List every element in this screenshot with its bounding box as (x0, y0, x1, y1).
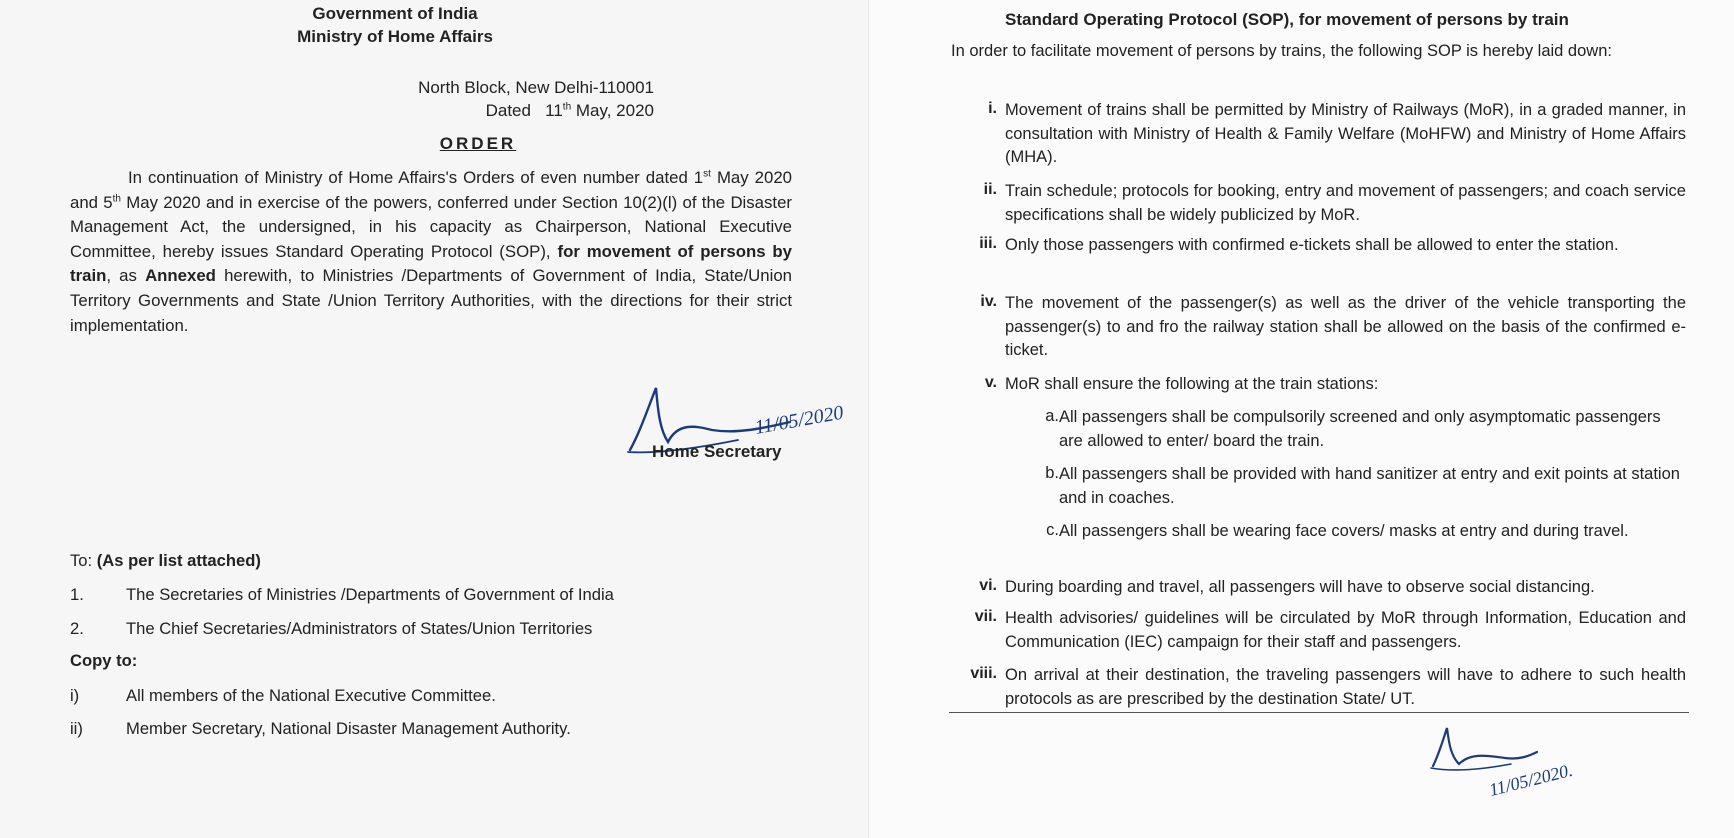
signature-date-2: 11/05/2020. (1487, 759, 1575, 800)
sop-item-number: i. (988, 100, 997, 117)
sop-item-number: vi. (979, 577, 997, 594)
sop-item-number: v. (984, 374, 997, 391)
sop-item-number: iv. (980, 293, 997, 310)
para-part-2: May 2020 and 5 (70, 168, 792, 212)
sop-item-text: The movement of the passenger(s) as well as the driver of the vehicle transporting the passenger(s) to and fro the railway station shall be allowed on the basis of the confirmed e-ticket. (1005, 294, 1686, 359)
sop-item-text: During boarding and travel, all passengers will have to observe social distancing. (1005, 578, 1595, 596)
order-paragraph (70, 166, 792, 338)
dated-day: 11 (545, 101, 563, 120)
sop-item-text: Only those passengers with confirmed e-tickets shall be allowed to enter the station. (1005, 236, 1619, 254)
sop-subitem-letter: c. (1046, 521, 1059, 539)
sop-item-text: MoR shall ensure the following at the train stations: (1005, 375, 1379, 393)
sop-item-text: Health advisories/ guidelines will be circulated by MoR through Information, Education and Communication (IEC) campaign for their staff and passengers. (1005, 609, 1686, 651)
sop-item-number: iii. (979, 235, 997, 252)
para-bold-train: for movement of persons by train (70, 241, 793, 286)
to-line (70, 551, 261, 571)
header-government: Government of India (312, 4, 478, 23)
sop-subitem-letter: b. (1045, 464, 1059, 482)
sop-subitem-letter: a. (1045, 407, 1059, 425)
copy-to-label: Copy to: (70, 651, 138, 670)
dated-line (486, 101, 654, 121)
to-item-text: The Chief Secretaries/Administrators of States/Union Territories (126, 619, 593, 638)
sop-subitem-text: All passengers shall be wearing face covers/ masks at entry and during travel. (1059, 522, 1629, 540)
sop-subitem-text: All passengers shall be provided with hand sanitizer at entry and exit points at station and in coaches. (1059, 465, 1680, 507)
header-ministry: Ministry of Home Affairs (297, 27, 493, 46)
para-part-3: May 2020 and in exercise of the powers, conferred under Section 10(2)(l) of the Disaster Management Act, the undersigned, in his capacity as Chairperson, National Executive Committee, hereby issues Standard Operating Protocol (SOP), (70, 192, 792, 261)
signature-date-1: 11/05/2020 (753, 401, 846, 439)
para-part-4: , as (106, 266, 146, 286)
sop-item-text: Train schedule; protocols for booking, entry and movement of passengers; and coach service specifications shall be widely publicized by MoR. (1005, 182, 1686, 224)
copy-item-number: ii) (70, 719, 83, 738)
dated-rest: May, 2020 (575, 101, 654, 120)
para-sup-2: th (112, 193, 121, 204)
sop-item-number: viii. (970, 665, 997, 682)
to-note: (As per list attached) (96, 551, 261, 570)
sop-intro: In order to facilitate movement of persons by trains, the following SOP is hereby laid down: (951, 42, 1612, 60)
to-item-number: 2. (70, 619, 84, 638)
order-heading: ORDER (439, 134, 517, 153)
address-line: North Block, New Delhi-110001 (418, 78, 654, 97)
para-sup-1: st (703, 168, 711, 180)
dated-sup: th (562, 101, 572, 113)
dated-label: Dated (485, 101, 531, 120)
signatory-title: Home Secretary (652, 442, 782, 461)
sop-item-text: Movement of trains shall be permitted by Ministry of Railways (MoR), in a graded manner, in consultation with Ministry of Health & Family Welfare (MoHFW) and Ministry of Home Affairs (MHA). (1005, 101, 1686, 166)
to-item-number: 1. (70, 585, 84, 604)
sop-signature (1419, 720, 1649, 810)
sop-title: Standard Operating Protocol (SOP), for movement of persons by train (1005, 10, 1569, 29)
sop-item-number: ii. (983, 181, 997, 198)
to-item-text: The Secretaries of Ministries /Departments of Government of India (126, 585, 614, 604)
sop-end-rule (949, 712, 1689, 713)
to-label: To: (70, 551, 93, 570)
copy-item-text: All members of the National Executive Committee. (126, 686, 496, 705)
para-part-5: herewith, to Ministries /Departments of Government of India, State/Union Territory Governments and State /Union Territory Authorities, with the directions for their strict implementation. (70, 266, 792, 335)
sop-item-text: On arrival at their destination, the traveling passengers will have to adhere to such health protocols as are prescribed by the destination State/ UT. (1005, 666, 1686, 708)
para-part-1: In continuation of Ministry of Home Affairs's Orders of even number dated 1 (128, 168, 704, 187)
sop-item-number: vii. (974, 608, 997, 625)
para-bold-annexed: Annexed (145, 266, 216, 286)
copy-item-text: Member Secretary, National Disaster Management Authority. (126, 719, 571, 738)
sop-page (868, 0, 1734, 838)
copy-item-number: i) (70, 686, 80, 705)
sop-subitem-text: All passengers shall be compulsorily screened and only asymptomatic passengers are allowed to enter/ board the train. (1059, 408, 1661, 450)
